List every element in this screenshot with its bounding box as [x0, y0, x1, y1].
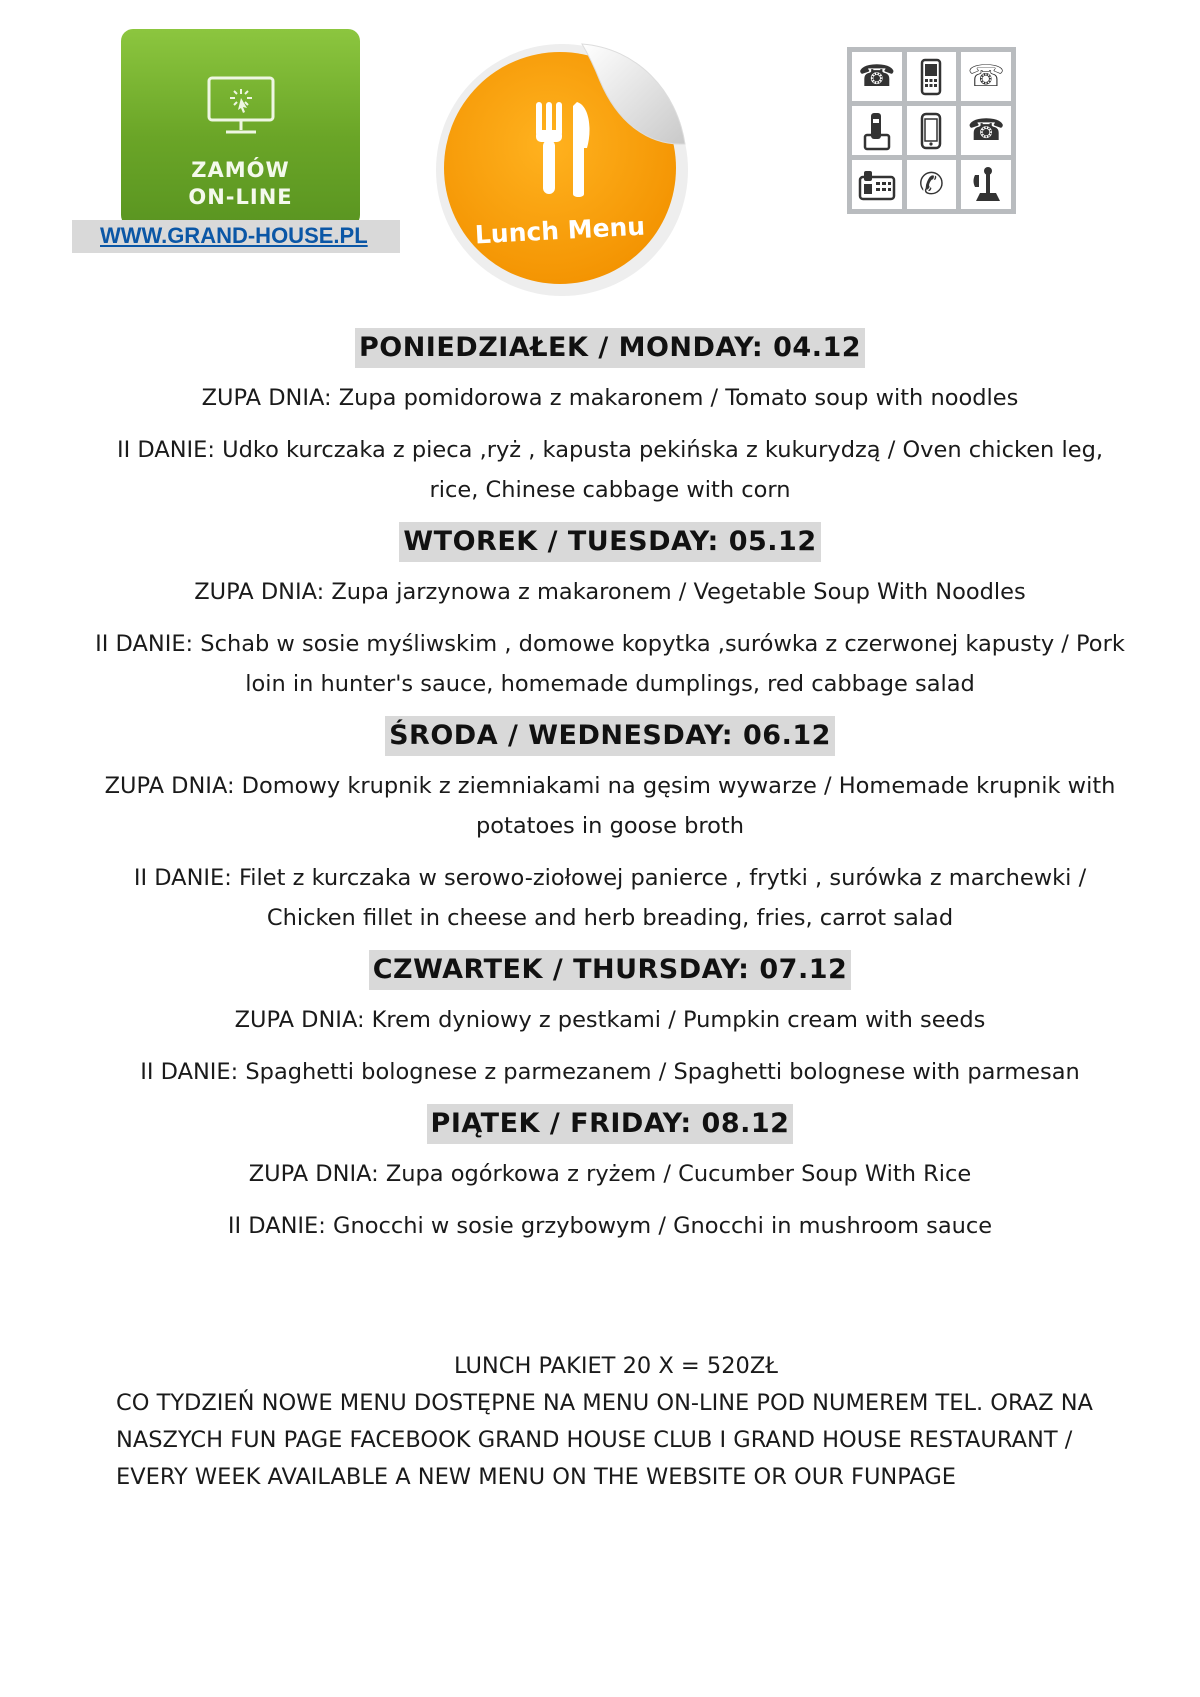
main-course: II DANIE: Gnocchi w sosie grzybowym / Gnocchi in mushroom sauce: [227, 1213, 993, 1239]
rotary-phone-icon: ☎: [852, 52, 902, 101]
phone-icons-grid: [847, 47, 1016, 214]
lunch-menu-label: Lunch Menu: [474, 211, 646, 250]
soup-of-the-day: ZUPA DNIA: Krem dyniowy z pestkami / Pumpkin cream with seeds: [234, 1007, 986, 1033]
lunch-menu-badge: [432, 36, 712, 306]
smartphone-icon: [907, 106, 957, 155]
main-course: II DANIE: Udko kurczaka z pieca ,ryż , kapusta pekińska z kukurydzą / Oven chicken leg, rice, Chinese cabbage with corn: [116, 437, 1104, 503]
main-course: II DANIE: Spaghetti bolognese z parmezanem / Spaghetti bolognese with parmesan: [140, 1059, 1080, 1085]
day-heading: PONIEDZIAŁEK / MONDAY: 04.12: [355, 328, 865, 368]
weekly-menu: [90, 328, 1130, 1258]
day-heading: WTOREK / TUESDAY: 05.12: [399, 522, 820, 562]
soup-of-the-day: ZUPA DNIA: Domowy krupnik z ziemniakami na gęsim wywarze / Homemade krupnik with potatoes in goose broth: [104, 773, 1116, 839]
day-thursday: [90, 950, 1130, 1092]
soup-of-the-day: ZUPA DNIA: Zupa ogórkowa z ryżem / Cucumber Soup With Rice: [248, 1161, 972, 1187]
day-heading: PIĄTEK / FRIDAY: 08.12: [427, 1104, 794, 1144]
order-online-tile[interactable]: [121, 29, 360, 227]
day-heading: CZWARTEK / THURSDAY: 07.12: [369, 950, 852, 990]
main-course: II DANIE: Schab w sosie myśliwskim , domowe kopytka ,surówka z czerwonej kapusty / Pork loin in hunter's sauce, homemade dumplings, red cabbage salad: [95, 631, 1125, 697]
order-online-label: ZAMÓW ON-LINE: [188, 158, 293, 209]
weekly-menu-note: CO TYDZIEŃ NOWE MENU DOSTĘPNE NA MENU ON-LINE POD NUMEREM TEL. ORAZ NA NASZYCH FUN PAGE FACEBOOK GRAND HOUSE CLUB I GRAND HOUSE RESTAURANT / EVERY WEEK AVAILABLE A NEW MENU ON THE WEBSITE OR OUR FUNPAGE: [116, 1390, 1093, 1490]
soup-of-the-day: ZUPA DNIA: Zupa jarzynowa z makaronem / Vegetable Soup With Noodles: [194, 579, 1026, 605]
monitor-click-icon: [206, 75, 276, 140]
candlestick-phone-icon: [961, 160, 1011, 209]
website-url-bar: [72, 220, 400, 253]
day-heading: ŚRODA / WEDNESDAY: 06.12: [385, 716, 835, 756]
cordless-phone-icon: [852, 106, 902, 155]
fax-phone-icon: [852, 160, 902, 209]
day-wednesday: [90, 716, 1130, 938]
lunch-package-price: LUNCH PAKIET 20 X = 520ZŁ: [454, 1353, 778, 1379]
day-monday: [90, 328, 1130, 510]
desk-phone-icon: ☎: [961, 106, 1011, 155]
day-tuesday: [90, 522, 1130, 704]
website-link[interactable]: WWW.GRAND-HOUSE.PL: [100, 223, 368, 248]
handset-icon: ✆: [907, 160, 957, 209]
main-course: II DANIE: Filet z kurczaka w serowo-ziołowej panierce , frytki , surówka z marchewki / Chicken fillet in cheese and herb breading, fries, carrot salad: [133, 865, 1087, 931]
soup-of-the-day: ZUPA DNIA: Zupa pomidorowa z makaronem / Tomato soup with noodles: [201, 385, 1019, 411]
day-friday: [90, 1104, 1130, 1246]
footer: [116, 1348, 1116, 1496]
antique-phone-icon: ☏: [961, 52, 1011, 101]
mobile-phone-icon: [907, 52, 957, 101]
